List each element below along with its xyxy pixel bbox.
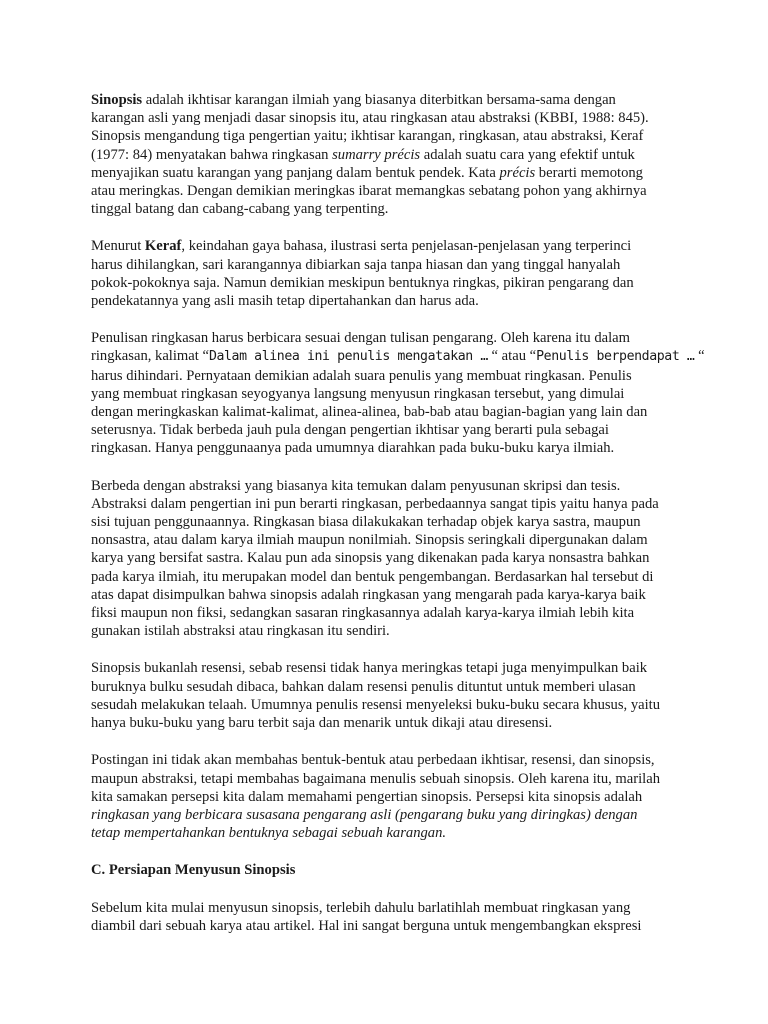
text-line: pada karya ilmiah, itu merupakan model dan bentuk pengembangan. Berdasarkan hal tersebut di <box>91 568 654 585</box>
italic-definition: tetap mempertahankan bentuknya sebagai sebuah karangan. <box>91 825 447 842</box>
text-line: atas dapat disimpulkan bahwa sinopsis adalah ringkasan yang mengarah pada karya-karya baik <box>91 586 646 603</box>
text-line: seterusnya. Tidak berbeda jauh pula dengan pengertian ikhtisar yang berarti pula sebagai <box>91 422 609 439</box>
text-line: Sebelum kita mulai menyusun sinopsis, terlebih dahulu barlatihlah membuat ringkasan yang <box>91 899 631 916</box>
paragraph-4 <box>91 477 688 641</box>
text-line: pendekatannya yang asli masih tetap dipertahankan dan harus ada. <box>91 293 479 310</box>
text-line: ringkasan. Hanya penggunaanya pada umumnya diarahkan pada buku-buku karya ilmiah. <box>91 440 615 457</box>
text-line: harus dihilangkan, sari karangannya dibiarkan saja tanpa hiasan dan yang tinggal hanyalah <box>91 256 621 273</box>
text-line: hanya buku-buku yang baru terbit saja dan menarik untuk dikaji atau diresensi. <box>91 715 553 732</box>
text-line: karangan asli yang menjadi dasar sinopsis itu, atau ringkasan atau abstraksi (KBBI, 1988: 845). <box>91 110 649 127</box>
text-line: Berbeda dengan abstraksi yang biasanya kita temukan dalam penyusunan skripsi dan tesis. <box>91 477 621 494</box>
text-line: buruknya bulku sesudah dibaca, bahkan dalam resensi penulis dituntut untuk memberi ulasan <box>91 678 636 695</box>
paragraph-5 <box>91 659 688 732</box>
text-line: Penulisan ringkasan harus berbicara sesuai dengan tulisan pengarang. Oleh karena itu dalam <box>91 330 630 347</box>
italic-definition: ringkasan yang berbicara susasana pengarang asli (pengarang buku yang diringkas) dengan <box>91 806 638 823</box>
paragraph-1 <box>91 91 688 218</box>
text-line: dengan meringkaskan kalimat-kalimat, alinea-alinea, bab-bab atau bagian-bagian yang lain dan <box>91 404 648 421</box>
text-line: Sinopsis bukanlah resensi, sebab resensi tidak hanya meringkas tetapi juga menyimpulkan baik <box>91 660 648 677</box>
italic-term: sumarry précis <box>332 146 421 163</box>
text-line: tinggal batang dan cabang-cabang yang terpenting. <box>91 201 389 218</box>
text-line: atau meringkas. Dengan demikian meringkas ibarat memangkas sebatang pohon yang akhirnya <box>91 183 647 200</box>
text-line: menyajikan suatu karangan yang panjang dalam bentuk pendek. Kata précis berarti memotong <box>91 164 643 181</box>
text-line: Sinopsis adalah ikhtisar karangan ilmiah yang biasanya diterbitkan bersama-sama dengan <box>91 92 616 108</box>
paragraph-3 <box>91 329 705 457</box>
text-line: Postingan ini tidak akan membahas bentuk-bentuk atau perbedaan ikhtisar, resensi, dan sinopsis, <box>91 752 655 769</box>
quoted-phrase: Dalam alinea ini penulis mengatakan … <box>208 349 488 365</box>
bold-term: Sinopsis <box>91 92 143 108</box>
paragraph-7 <box>91 899 688 935</box>
text-line: pokok-pokoknya saja. Namun demikian meskipun bentuknya ringkas, pikiran pengarang dan <box>91 274 634 291</box>
text-line: Abstraksi dalam pengertian ini pun berarti ringkasan, perbedaannya sangat tipis yaitu hanya pada <box>91 495 659 512</box>
text-line <box>91 806 688 824</box>
text-line: gunakan istilah abstraksi atau ringkasan itu sendiri. <box>91 623 390 640</box>
text-line: yang membuat ringkasan seyogyanya langsung menyusun ringkasan tersebut, yang dimulai <box>91 385 625 402</box>
paragraph-2 <box>91 237 688 310</box>
text-line: karya yang bersifat sastra. Kalau pun ada sinopsis yang dikenakan pada karya nonsastra bahkan <box>91 550 650 567</box>
text-line: Menurut Keraf, keindahan gaya bahasa, ilustrasi serta penjelasan-penjelasan yang terperinci <box>91 238 632 255</box>
section-heading: C. Persiapan Menyusun Sinopsis <box>91 862 296 879</box>
text-line: ringkasan, kalimat “Dalam alinea ini penulis mengatakan … “ atau “Penulis berpendapat … “ <box>91 348 705 365</box>
text-line: nonsastra, atau dalam karya ilmiah maupun nonilmiah. Sinopsis seringkali dipergunakan dalam <box>91 532 648 549</box>
text-line: (1977: 84) menyatakan bahwa ringkasan sumarry précis adalah suatu cara yang efektif untuk <box>91 146 635 163</box>
text-line: diambil dari sebuah karya atau artikel. Hal ini sangat berguna untuk mengembangkan ekspresi <box>91 917 642 934</box>
italic-term: précis <box>499 164 536 181</box>
text-line: maupun abstraksi, tetapi membahas bagaimana menulis sebuah sinopsis. Oleh karena itu, marilah <box>91 770 661 787</box>
text-line: kita samakan persepsi kita dalam memahami pengertian sinopsis. Persepsi kita sinopsis adalah <box>91 788 643 805</box>
bold-term: Keraf <box>144 238 182 255</box>
quoted-phrase: Penulis berpendapat … <box>536 349 695 365</box>
text-line: Sinopsis mengandung tiga pengertian yaitu; ikhtisar karangan, ringkasan, atau abstraksi, Keraf <box>91 128 644 145</box>
text-line: harus dihindari. Pernyataan demikian adalah suara penulis yang membuat ringkasan. Penulis <box>91 367 632 384</box>
text-line: sesudah melakukan telaah. Umumnya penulis resensi menyeleksi buku-buku secara khusus, yaitu <box>91 696 661 713</box>
text-line <box>91 824 688 842</box>
text-line: sisi tujuan penggunaannya. Ringkasan biasa dilakukakan terhadap objek karya sastra, maupun <box>91 514 641 531</box>
text-line: fiksi maupun non fiksi, sedangkan sasaran ringkasannya adalah karya-karya ilmiah lebih kita <box>91 605 635 622</box>
paragraph-6 <box>91 751 688 842</box>
